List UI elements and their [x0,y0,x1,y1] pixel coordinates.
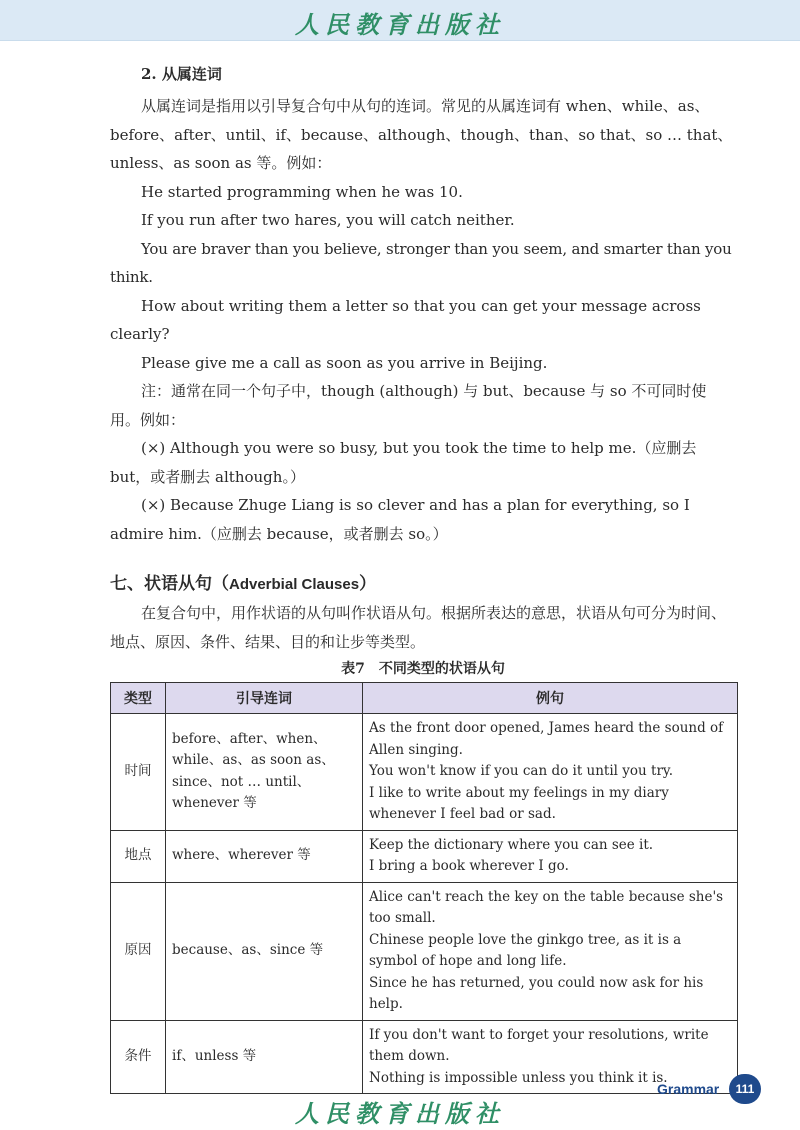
example-sentence: I bring a book wherever I go. [369,858,569,874]
example-sentence: Chinese people love the ginkgo tree, as it is a symbol of hope and long life. [369,931,682,969]
example-sentence: You won't know if you can do it until you try. [369,763,674,779]
table-row [111,830,738,882]
section-7-heading-cn: 七、状语从句（ [110,574,229,594]
adverbial-clause-table [110,682,738,1094]
type-cell: 条件 [111,1020,166,1094]
table-row [111,882,738,1020]
example-sentence: As the front door opened, James heard the sound of Allen singing. [369,720,724,758]
example-cell [363,830,738,882]
publisher-logo-bottom: 人民教育出版社 [295,1099,505,1128]
type-cell: 原因 [111,882,166,1020]
publisher-logo-top: 人民教育出版社 [295,10,505,39]
example-cell [363,714,738,831]
section-7-heading-close: ） [359,574,377,594]
table-caption: 表7 不同类型的状语从句 [341,661,505,677]
page-content [110,62,736,1094]
example-cell [363,882,738,1020]
section-7-heading-en: Adverbial Clauses [229,576,360,593]
example-list [110,178,736,378]
example-sentence: If you don't want to forget your resolutions, write them down. [369,1026,709,1064]
example-sentence: Please give me a call as soon as you arrive in Beijing. [141,353,548,372]
section-2-heading: 2. 从属连词 [141,65,222,83]
column-header-examples: 例句 [363,683,738,714]
example-sentence: Alice can't reach the key on the table because she's too small. [369,888,724,926]
example-sentence: If you run after two hares, you will catch neither. [141,211,515,229]
example-sentence: He started programming when he was 10. [141,182,463,201]
example-sentence: How about writing them a letter so that you can get your message across clearly? [110,296,701,343]
example-sentence: Nothing is impossible unless you think it is. [369,1069,668,1086]
example-sentence: You are braver than you believe, stronger than you seem, and smarter than you think. [110,239,732,286]
section-2-intro: 从属连词是指用以引导复合句中从句的连词。常见的从属连词有 when、while、as、before、after、until、if、because、although、though、than、so that、so … that、unless、as soon as 等。例如： [110,97,733,172]
type-cell: 时间 [111,714,166,831]
table-row [111,714,738,831]
column-header-type: 类型 [111,683,166,714]
example-sentence: Since he has returned, you could now ask for his help. [369,974,704,1012]
conjunction-cell: where、wherever 等 [166,830,363,882]
footer-section-label: Grammar [657,1081,720,1097]
type-cell: 地点 [111,830,166,882]
table-header-row [111,683,738,714]
example-sentence: Keep the dictionary where you can see it. [369,836,654,853]
conjunction-cell: because、as、since 等 [166,882,363,1020]
section-7-heading [110,570,736,599]
table-row [111,1020,738,1094]
conjunction-cell: if、unless 等 [166,1020,363,1094]
section-7-intro: 在复合句中，用作状语的从句叫作状语从句。根据所表达的意思，状语从句可分为时间、地点、原因、条件、结果、目的和让步等类型。 [110,604,727,651]
wrong-example: (×) Because Zhuge Liang is so clever and has a plan for everything, so I admire him.（应删去 because，或者删去 so。） [110,496,690,543]
wrong-example: (×) Although you were so busy, but you took the time to help me.（应删去 but，或者删去 although。） [110,439,697,486]
column-header-conjunctions: 引导连词 [166,683,363,714]
page-number-badge: 111 [729,1074,761,1104]
note-paragraph: 注：通常在同一个句子中，though (although) 与 but、because 与 so 不可同时使用。例如： [110,382,707,429]
example-sentence: I like to write about my feelings in my diary whenever I feel bad or sad. [369,784,669,822]
conjunction-cell: before、after、when、while、as、as soon as、since、not … until、whenever 等 [166,714,363,831]
